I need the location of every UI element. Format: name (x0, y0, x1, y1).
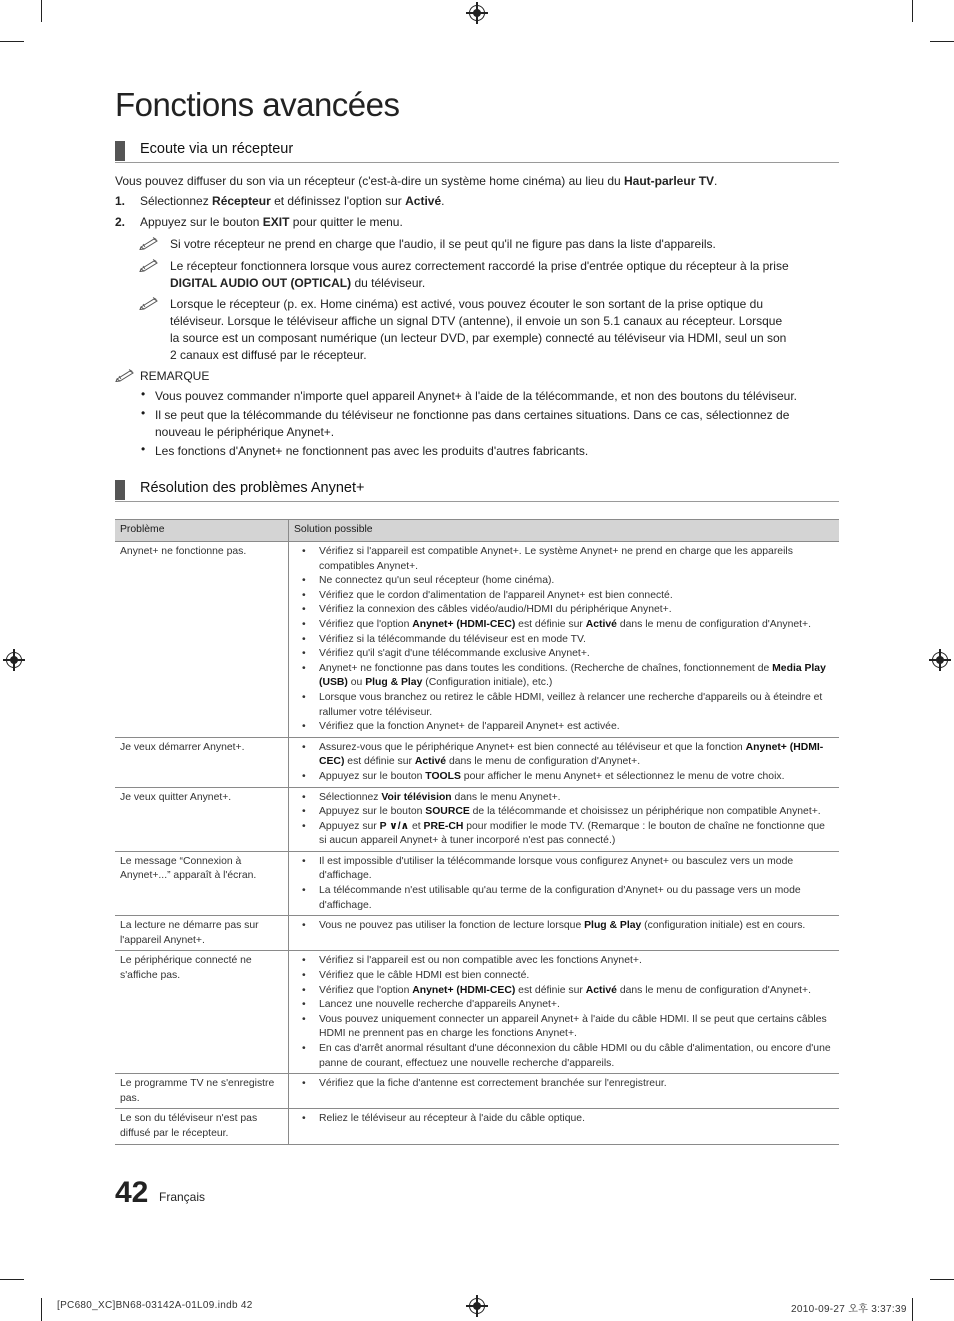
footer-file-name: [PC680_XC]BN68-03142A-01L09.indb 42 (57, 1300, 253, 1311)
table-row (115, 542, 839, 738)
step-text: Appuyez sur le bouton (140, 215, 263, 229)
solution-cell (289, 951, 840, 1074)
solution-item: • Vérifiez qu'il s'agit d'une télécommande exclusive Anynet+. (299, 647, 834, 662)
bullet: • (141, 406, 146, 420)
page-title: Fonctions avancées (115, 86, 400, 123)
crop-mark (0, 41, 24, 42)
solution-cell (289, 1109, 840, 1144)
crop-mark (930, 41, 954, 42)
step-bold: EXIT (262, 215, 290, 229)
note-pencil-icon (115, 368, 137, 382)
solution-item: • Vérifiez si l'appareil est ou non compatible avec les fonctions Anynet+. (299, 954, 834, 969)
table-header-row (115, 520, 839, 542)
solution-item: • Lorsque vous branchez ou retirez le câble HDMI, veillez à relancer une recherche d'appareils ou à éteindre et rallumer votre téléviseur. (299, 691, 834, 720)
footer-date: 2010-09-27 오후 3:37:39 (791, 1304, 907, 1315)
registration-mark-icon (469, 5, 485, 21)
note-2 (170, 258, 835, 292)
problem-cell: Je veux démarrer Anynet+. (115, 737, 289, 787)
solution-item: • Vérifiez que la fonction Anynet+ de l'appareil Anynet+ est activée. (299, 720, 834, 735)
table-row (115, 737, 839, 787)
col-header-solution: Solution possible (289, 520, 840, 542)
table-row (115, 1109, 839, 1144)
solution-item: • Ne connectez qu'un seul récepteur (home cinéma). (299, 574, 834, 589)
step-bold: Récepteur (212, 194, 271, 208)
solution-cell (289, 787, 840, 851)
intro-end: . (714, 174, 718, 188)
note-line: du téléviseur. (351, 276, 426, 290)
solution-item: • Anynet+ ne fonctionne pas dans toutes les conditions. (Recherche de chaînes, fonctionnement de Media Play (USB) ou Plug & Play (Configuration initiale), etc.) (299, 662, 834, 691)
solution-cell (289, 737, 840, 787)
remark-line: nouveau le périphérique Anynet+. (155, 425, 335, 439)
note-3 (170, 296, 835, 364)
bullet: • (141, 442, 146, 456)
registration-mark-icon (6, 652, 22, 668)
solution-list (299, 954, 834, 1071)
problem-cell: Anynet+ ne fonctionne pas. (115, 542, 289, 738)
crop-mark (0, 1279, 24, 1280)
note-pencil-icon (139, 296, 161, 310)
solution-item: • Vous pouvez uniquement connecter un appareil Anynet+ à l'aide du câble HDMI. Il se peut que certains câbles HDMI ne prennent pas en charge les fonctions Anynet+. (299, 1013, 834, 1042)
step-number: 1. (115, 194, 126, 208)
solution-item: • Vérifiez que le cordon d'alimentation de l'appareil Anynet+ est bien connecté. (299, 589, 834, 604)
table-row (115, 1074, 839, 1109)
step-bold: Activé (405, 194, 442, 208)
crop-mark (912, 0, 913, 22)
solution-item: • Vous ne pouvez pas utiliser la fonction de lecture lorsque Plug & Play (configuration initiale) est en cours. (299, 919, 834, 934)
solution-item: • En cas d'arrêt anormal résultant d'une déconnexion du câble HDMI ou du câble d'alimentation, ou encore d'une panne de courant, effectuez une nouvelle recherche d'appareils. (299, 1042, 834, 1071)
solution-item: • Vérifiez que le câble HDMI est bien connecté. (299, 969, 834, 984)
problem-cell: Je veux quitter Anynet+. (115, 787, 289, 851)
problem-cell: Le son du téléviseur n'est pas diffusé par le récepteur. (115, 1109, 289, 1144)
note-pencil-icon (139, 236, 161, 250)
solution-item: • Appuyez sur le bouton SOURCE de la télécommande et choisissez un périphérique non compatible Anynet+. (299, 805, 834, 820)
note-1: Si votre récepteur ne prend en charge que l'audio, il se peut qu'il ne figure pas dans la liste d'appareils. (170, 237, 716, 251)
solution-list (299, 545, 834, 735)
section-heading-text: Ecoute via un récepteur (140, 141, 294, 157)
solution-item: • Appuyez sur le bouton TOOLS pour afficher le menu Anynet+ et sélectionnez le menu de votre choix. (299, 770, 834, 785)
solution-cell (289, 851, 840, 915)
section-bar (115, 141, 125, 161)
table-row (115, 916, 839, 951)
step-text: et définissez l'option sur (270, 194, 406, 208)
solution-item: • Appuyez sur P ∨/∧ et PRE-CH pour modifier le mode TV. (Remarque : le bouton de chaîne ne fonctionne que si aucun appareil Anynet+ à tuner incorporé n'est pas connecté.) (299, 820, 834, 849)
solution-item: • Lancez une nouvelle recherche d'appareils Anynet+. (299, 998, 834, 1013)
remark-3: Les fonctions d'Anynet+ ne fonctionnent pas avec les produits d'autres fabricants. (155, 444, 589, 458)
note-line: la source est un composant numérique (un lecteur DVD, par exemple) connecté au téléviseur via HDMI, seul un son (170, 331, 787, 345)
intro-bold: Haut-parleur TV (624, 174, 715, 188)
note-line: Le récepteur fonctionnera lorsque vous aurez correctement raccordé la prise d'entrée optique du récepteur à la prise (170, 259, 789, 273)
section-bar (115, 480, 125, 500)
page-number: 42 (115, 1176, 149, 1209)
step-text: Sélectionnez (140, 194, 213, 208)
section-heading-troubleshooting (115, 479, 839, 502)
bullet: • (141, 387, 146, 401)
troubleshooting-table (115, 519, 839, 1145)
solution-item: • Vérifiez que l'option Anynet+ (HDMI-CEC) est définie sur Activé dans le menu de configuration d'Anynet+. (299, 618, 834, 633)
solution-list (299, 855, 834, 913)
intro-text: Vous pouvez diffuser du son via un récepteur (c'est-à-dire un système home cinéma) au lieu du (115, 174, 625, 188)
crop-mark (41, 1298, 42, 1321)
note-pencil-icon (139, 258, 161, 272)
table-row (115, 851, 839, 915)
table-row (115, 787, 839, 851)
note-bold: DIGITAL AUDIO OUT (OPTICAL) (170, 276, 352, 290)
crop-mark (41, 0, 42, 22)
step-text: pour quitter le menu. (289, 215, 403, 229)
solution-item: • Reliez le téléviseur au récepteur à l'aide du câble optique. (299, 1112, 834, 1127)
step-number: 2. (115, 215, 126, 229)
crop-mark (912, 1298, 913, 1321)
registration-mark-icon (932, 652, 948, 668)
solution-list (299, 1077, 834, 1092)
section-heading-text: Résolution des problèmes Anynet+ (140, 480, 365, 496)
remark-1: Vous pouvez commander n'importe quel appareil Anynet+ à l'aide de la télécommande, et non des boutons du téléviseur. (155, 389, 797, 403)
col-header-problem: Problème (115, 520, 289, 542)
solution-cell (289, 542, 840, 738)
remark-2 (155, 407, 839, 441)
note-line: Lorsque le récepteur (p. ex. Home cinéma) est activé, vous pouvez écouter le son sortant de la prise optique du (170, 297, 763, 311)
crop-mark (930, 1279, 954, 1280)
problem-cell: Le programme TV ne s'enregistre pas. (115, 1074, 289, 1109)
note-line: téléviseur. Lorsque le téléviseur affiche un signal DTV (antenne), il envoie un son 5.1 canaux au récepteur. Lorsque (170, 314, 783, 328)
solution-cell (289, 1074, 840, 1109)
solution-item: • Vérifiez si l'appareil est compatible Anynet+. Le système Anynet+ ne prend en charge que les appareils compatibles Anynet+. (299, 545, 834, 574)
remark-label: REMARQUE (140, 369, 210, 383)
solution-item: • Vérifiez si la télécommande du téléviseur est en mode TV. (299, 633, 834, 648)
registration-mark-icon (469, 1298, 485, 1314)
remark-line: Il se peut que la télécommande du téléviseur ne fonctionne pas dans certaines situations. Dans ce cas, sélectionnez de (155, 408, 790, 422)
solution-item: • La télécommande n'est utilisable qu'au terme de la configuration d'Anynet+ ou du passage vers un mode d'affichage. (299, 884, 834, 913)
problem-cell: Le message “Connexion à Anynet+...” apparaît à l'écran. (115, 851, 289, 915)
solution-list (299, 741, 834, 785)
solution-item: • Vérifiez que l'option Anynet+ (HDMI-CEC) est définie sur Activé dans le menu de configuration d'Anynet+. (299, 984, 834, 999)
page-language: Français (159, 1190, 206, 1204)
table-row (115, 951, 839, 1074)
solution-item: • Assurez-vous que le périphérique Anynet+ est bien connecté au téléviseur et que la fonction Anynet+ (HDMI-CEC) est définie sur Activé dans le menu de configuration d'Anynet+. (299, 741, 834, 770)
section-heading-receiver (115, 140, 839, 163)
solution-list (299, 919, 834, 934)
solution-item: • Il est impossible d'utiliser la télécommande lorsque vous configurez Anynet+ ou basculez vers un mode d'affichage. (299, 855, 834, 884)
solution-list (299, 1112, 834, 1127)
solution-item: • Sélectionnez Voir télévision dans le menu Anynet+. (299, 791, 834, 806)
solution-cell (289, 916, 840, 951)
note-line: 2 canaux est diffusé par le récepteur. (170, 348, 367, 362)
solution-item: • Vérifiez la connexion des câbles vidéo/audio/HDMI du périphérique Anynet+. (299, 603, 834, 618)
problem-cell: Le périphérique connecté ne s'affiche pas. (115, 951, 289, 1074)
solution-item: • Vérifiez que la fiche d'antenne est correctement branchée sur l'enregistreur. (299, 1077, 834, 1092)
problem-cell: La lecture ne démarre pas sur l'appareil Anynet+. (115, 916, 289, 951)
solution-list (299, 791, 834, 849)
intro-paragraph (115, 173, 839, 190)
step-text: . (441, 194, 445, 208)
